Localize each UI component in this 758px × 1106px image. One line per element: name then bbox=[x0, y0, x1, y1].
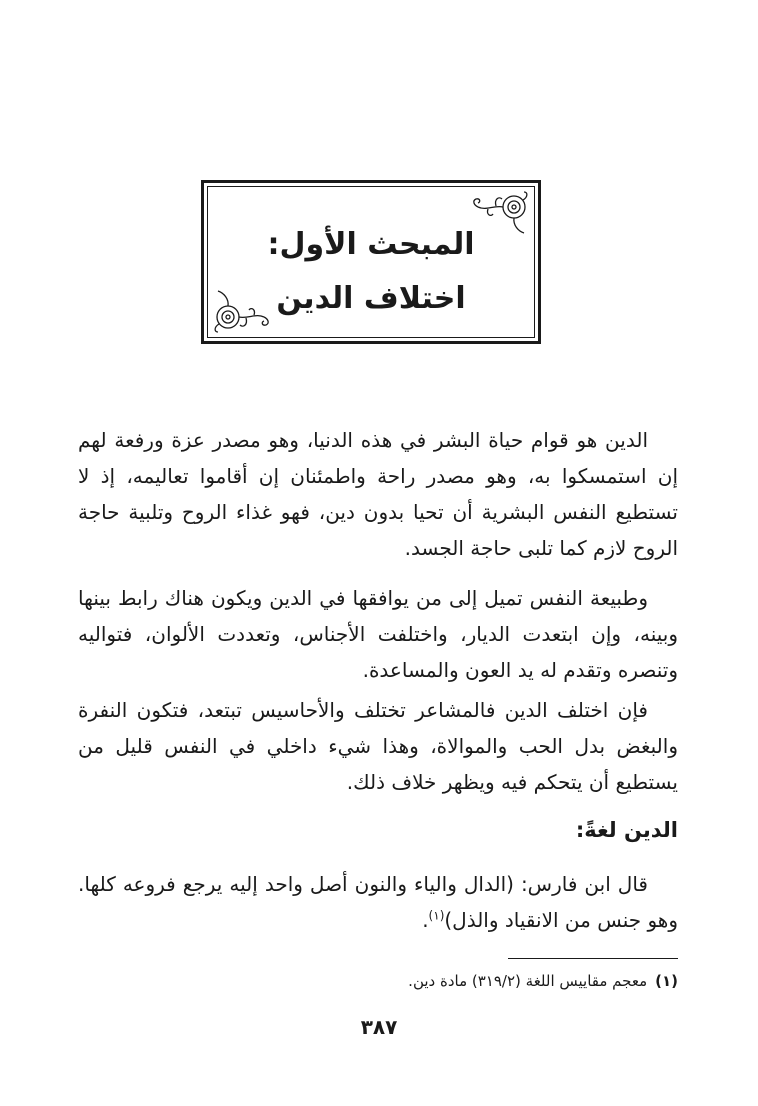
footnote-number: (١) bbox=[655, 972, 678, 990]
floral-ornament-icon bbox=[210, 285, 276, 335]
footnote-divider bbox=[508, 958, 678, 959]
definition-end: . bbox=[422, 908, 429, 932]
paragraph-text: الدين هو قوام حياة البشر في هذه الدنيا، وهو مصدر عزة ورفعة لهم إن استمسكوا به، وهو مصدر راحة واطمئنان إن أقاموا تعاليمه، إذ لا تستطيع النفس البشرية أن تحيا بدون دين، فهو غذاء الروح وتلبية حاجة الروح لازم كما تلبى حاجة الجسد. bbox=[78, 428, 678, 560]
paragraph-text: وطبيعة النفس تميل إلى من يوافقها في الدين ويكون هناك رابط بينها وبينه، وإن ابتعدت الديار، واختلفت الأجناس، وتعددت الألوان، فتواليه وتنصره وتقدم له يد العون والمساعدة. bbox=[78, 586, 678, 682]
paragraph-soul-nature bbox=[78, 580, 678, 688]
footnote-reference[interactable]: (١) bbox=[428, 908, 445, 923]
footnote-text: معجم مقاييس اللغة (٣١٩/٢) مادة دين. bbox=[408, 972, 648, 990]
section-heading: الدين لغةً: bbox=[575, 818, 678, 842]
paragraph-difference-effect bbox=[78, 692, 678, 800]
chapter-title-box bbox=[201, 180, 541, 344]
paragraph-definition bbox=[78, 866, 678, 938]
footnote bbox=[408, 968, 678, 994]
paragraph-religion-importance bbox=[78, 422, 678, 566]
chapter-title: المبحث الأول: bbox=[267, 227, 475, 262]
paragraph-text: فإن اختلف الدين فالمشاعر تختلف والأحاسيس تبتعد، فتكون النفرة والبغض بدل الحب والموالاة، وهذا شيء داخلي في النفس قليل من يستطيع أن يتحكم فيه ويظهر خلاف ذلك. bbox=[78, 698, 678, 794]
chapter-subtitle: اختلاف الدين bbox=[276, 281, 466, 316]
page-number: ٣٨٧ bbox=[360, 1015, 398, 1039]
definition-text: قال ابن فارس: (الدال والياء والنون أصل واحد إليه يرجع فروعه كلها. وهو جنس من الانقياد والذل) bbox=[78, 872, 678, 932]
